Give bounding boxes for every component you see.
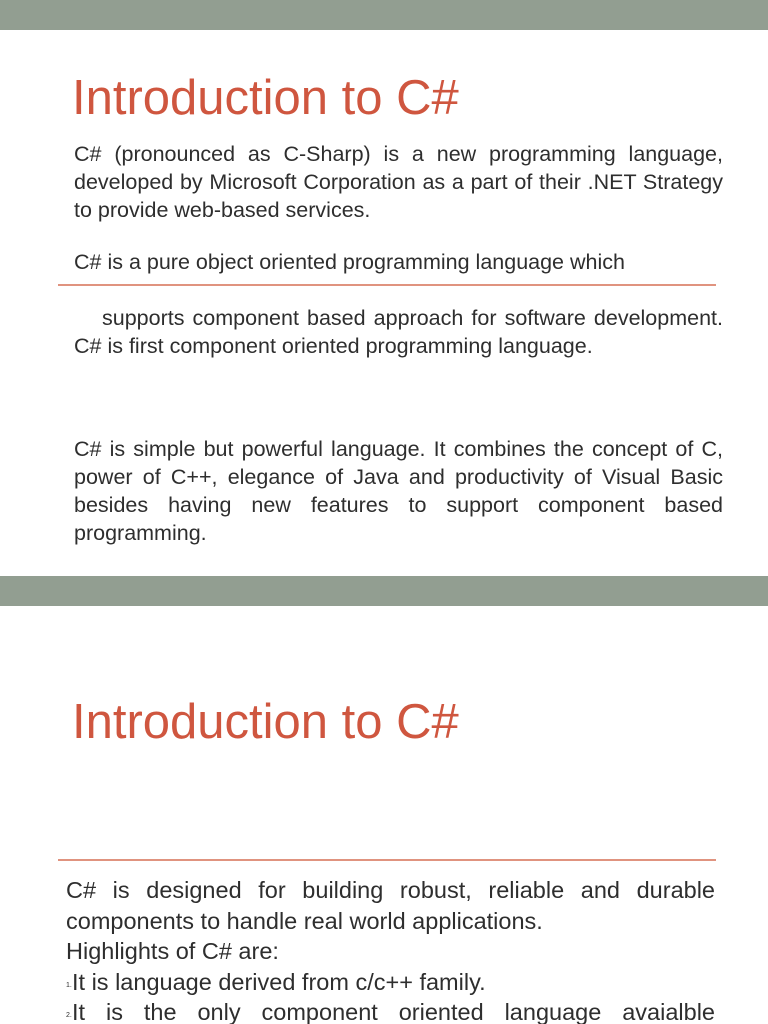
slide-paragraph: supports component based approach for software development. C# is first component oriented programming language. [74,306,723,358]
title-underline-rule [58,859,716,861]
slide-title: Introduction to C# [72,695,459,749]
title-underline-rule [58,284,716,286]
list-item [66,967,715,998]
slide-paragraph: C# is simple but powerful language. It combines the concept of C, power of C++, elegance of Java and productivity of Visual Basic besides having new features to support component based programming. [74,437,723,545]
middle-divider-band [0,576,768,606]
slide-2 [0,606,768,1024]
slide-title: Introduction to C# [72,71,459,125]
list-item-text: It is language derived from c/c++ family. [72,968,486,995]
list-item-number: 2. [66,1012,72,1019]
slide-body [66,875,715,1024]
list-item [66,997,715,1024]
highlights-heading: Highlights of C# are: [66,938,279,964]
slide-paragraph: C# (pronounced as C-Sharp) is a new programming language, developed by Microsoft Corporation as a part of their .NET Strategy to provide web-based services. [74,142,723,222]
list-item-number: 1. [66,981,72,989]
slide-1 [0,30,768,576]
list-item-text: It is the only component oriented language avaialble [72,999,715,1024]
slide-paragraph: C# is a pure object oriented programming language which [74,250,625,274]
top-divider-band [0,0,768,30]
slide-paragraph: C# is designed for building robust, reliable and durable components to handle real world applications. [66,877,715,934]
